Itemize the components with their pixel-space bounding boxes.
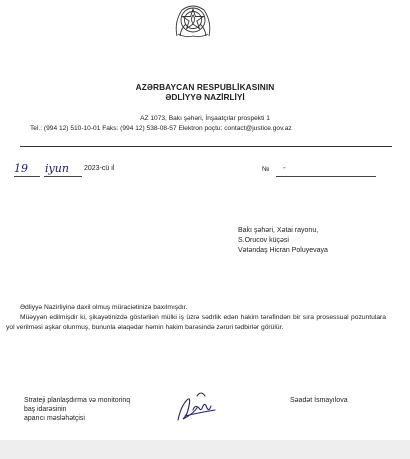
- date-year: 2023-cü il: [84, 165, 115, 172]
- recipient-name: Vətəndaş Hicran Poluyevaya: [238, 247, 328, 254]
- state-emblem-icon: [172, 0, 214, 40]
- date-month-underline: [44, 176, 82, 177]
- signer-position-line: Strateji planlaşdırma və monitorinq: [24, 397, 131, 404]
- body-paragraph-1: Ədliyyə Nazirliyinə daxil olmuş müraciətinizə baxılmışdır.: [20, 304, 188, 311]
- signer-position-line: aparıcı məsləhətçisi: [24, 415, 85, 422]
- date-day-underline: [14, 176, 40, 177]
- document-number-label: №: [262, 166, 270, 173]
- document-number-underline: [276, 176, 376, 177]
- date-month: iyun: [45, 162, 69, 175]
- organization-ministry: ƏDLİYYƏ NAZİRLİYİ: [165, 92, 245, 102]
- handwritten-signature-icon: [175, 386, 219, 426]
- signer-position-line: baş idarəsinin: [24, 406, 67, 413]
- organization-country: AZƏRBAYCAN RESPUBLİKASININ: [135, 82, 275, 92]
- viewer-bottom-strip: [0, 440, 410, 459]
- letterhead-address: AZ 1073, Bakı şəhəri, İnşaatçılar prospekti 1: [140, 115, 270, 122]
- letterhead-divider: [20, 146, 392, 147]
- date-day: 19: [14, 162, 28, 175]
- recipient-line: Bakı şəhəri, Xətai rayonu,: [238, 227, 319, 234]
- letterhead-contacts: Tel.: (994 12) 510-10-01 Faks: (994 12) 538-08-57 Elektron poçtu: contact@justice.gov.az: [30, 125, 292, 132]
- recipient-line: S.Orucov küçəsi: [238, 237, 289, 244]
- document-number-value: -: [283, 163, 286, 172]
- body-paragraph-2: Müəyyən edilmişdir ki, şikayətinizdə göstərilən mülki iş üzrə sədrlik edən hakim tərəfindən bir sıra prosessual pozuntulara yol verilməsi aşkar olunmuş, bununla əlaqədar həmin hakim barəsində zəruri tədbirlər görülür.: [6, 314, 386, 331]
- signer-name: Səadət İsmayılova: [290, 397, 348, 404]
